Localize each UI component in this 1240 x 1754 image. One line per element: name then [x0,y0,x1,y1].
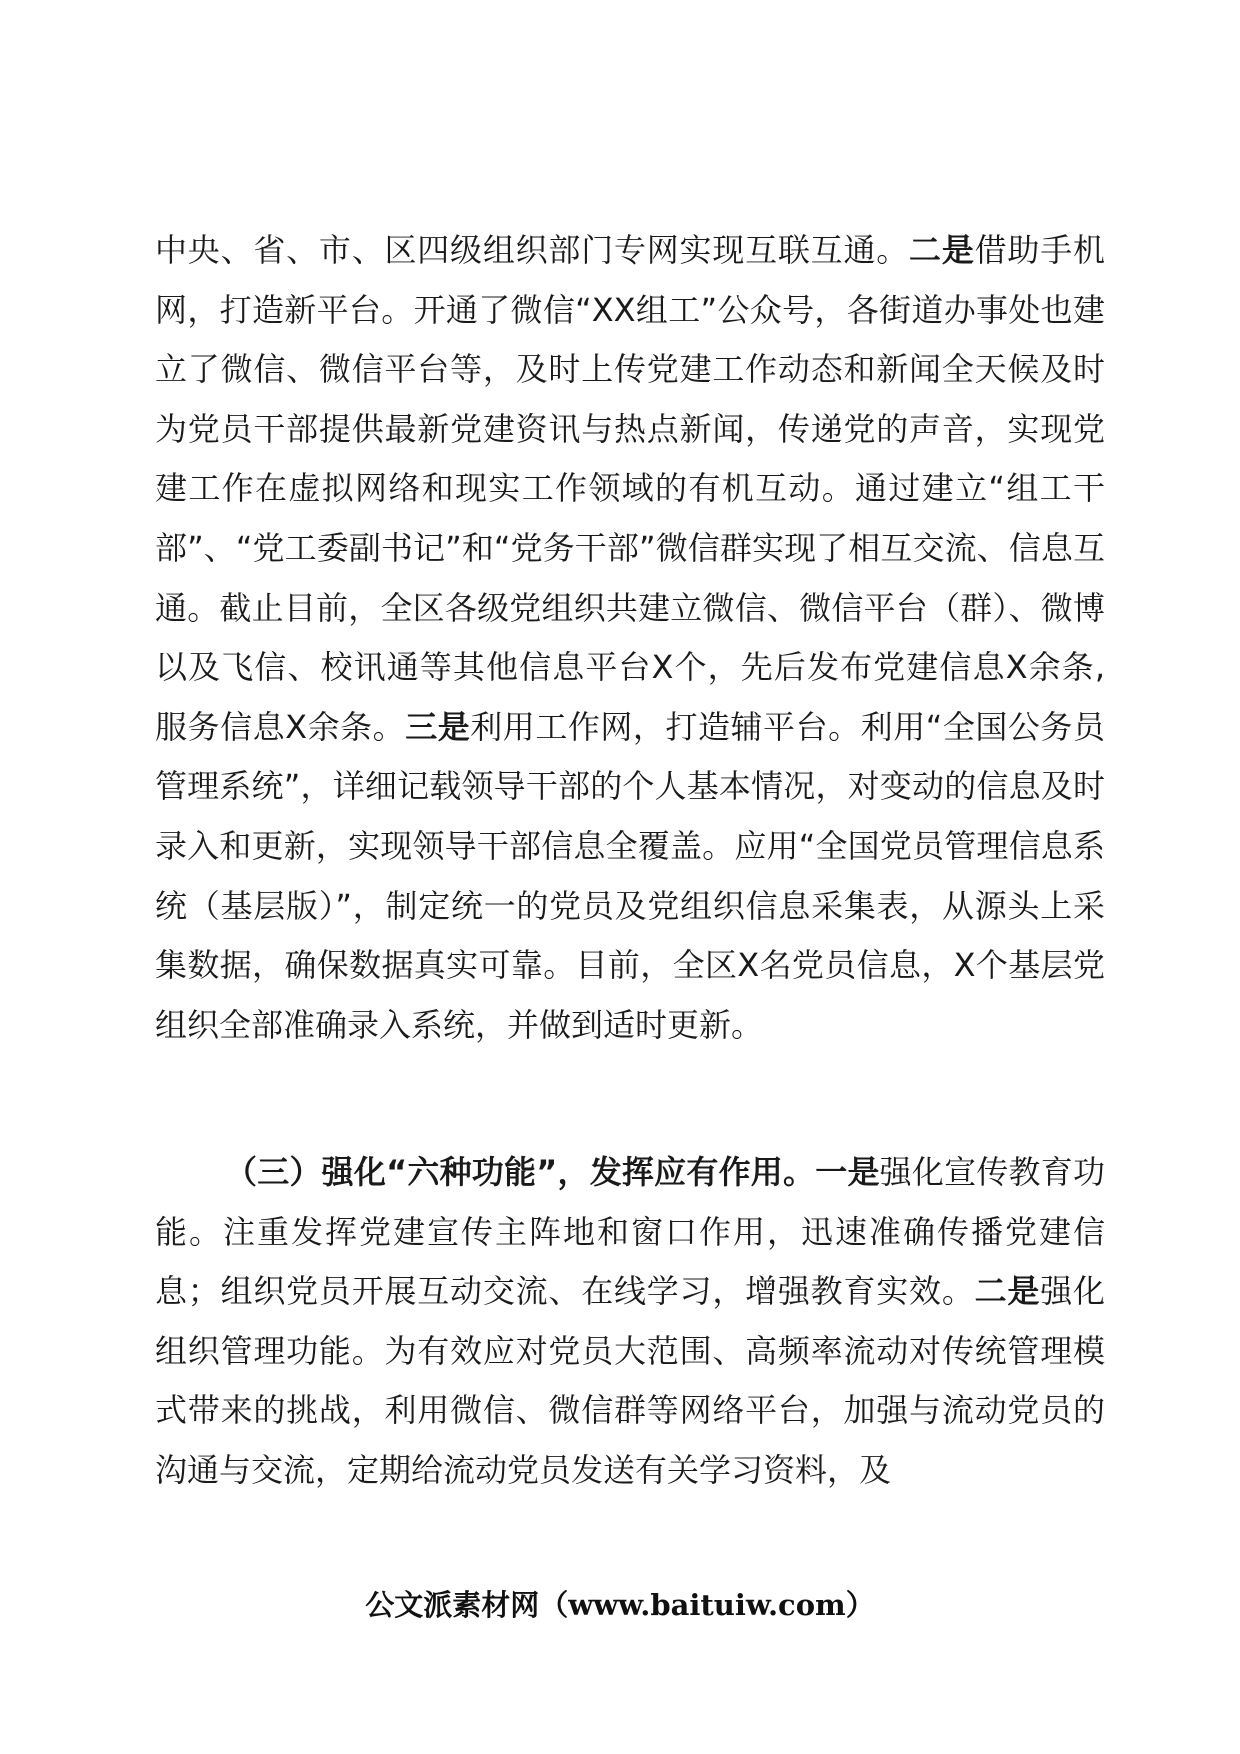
body-paragraph-1 [155,221,1105,1055]
emphasis-text: 二是 [974,1272,1041,1311]
section-heading: （三）强化“六种功能”，发挥应有作用。一是 [225,1153,880,1191]
body-paragraph-2 [155,1143,1105,1501]
page-footer: 公文派素材网（www.baituiw.com） [365,1588,875,1622]
emphasis-text: 三是 [405,707,471,746]
paragraph-text: 强化宣传教育功能。注重发挥党建宣传主阵地和窗口作用，迅速准确传播党建信息；组织党员开展互动交流、在线学习，增强教育实效。 [155,1153,1105,1311]
paragraph-text: 强化组织管理功能。为有效应对党员大范围、高频率流动对传统管理模式带来的挑战，利用微信、微信群等网络平台，加强与流动党员的沟通与交流，定期给流动党员发送有关学习资料，及 [155,1272,1105,1489]
paragraph-text: 中央、省、市、区四级组织部门专网实现互联互通。 [155,231,910,269]
paragraph-text: 借助手机网，打造新平台。开通了微信“XX组工”公众号，各街道办事处也建立了微信、微信平台等，及时上传党建工作动态和新闻全天候及时为党员干部提供最新党建资讯与热点新闻，传递党的声音，实现党建工作在虚拟网络和现实工作领域的有机互动。通过建立“组工干部”、“党工委副书记”和“党务干部”微信群实现了相互交流、信息互通。截止目前，全区各级党组织共建立微信、微信平台（群）、微博以及飞信、校讯通等其他信息平台X个，先后发布党建信息X余条,服务信息X余条。 [155,231,1105,746]
paragraph-text: 利用工作网，打造辅平台。利用“全国公务员管理系统”，详细记载领导干部的个人基本情况，对变动的信息及时录入和更新，实现领导干部信息全覆盖。应用“全国党员管理信息系统（基层版）”，制定统一的党员及党组织信息采集表，从源头上采集数据，确保数据真实可靠。目前，全区X名党员信息，X个基层党组织全部准确录入系统，并做到适时更新。 [155,707,1105,1044]
emphasis-text: 二是 [909,231,975,269]
